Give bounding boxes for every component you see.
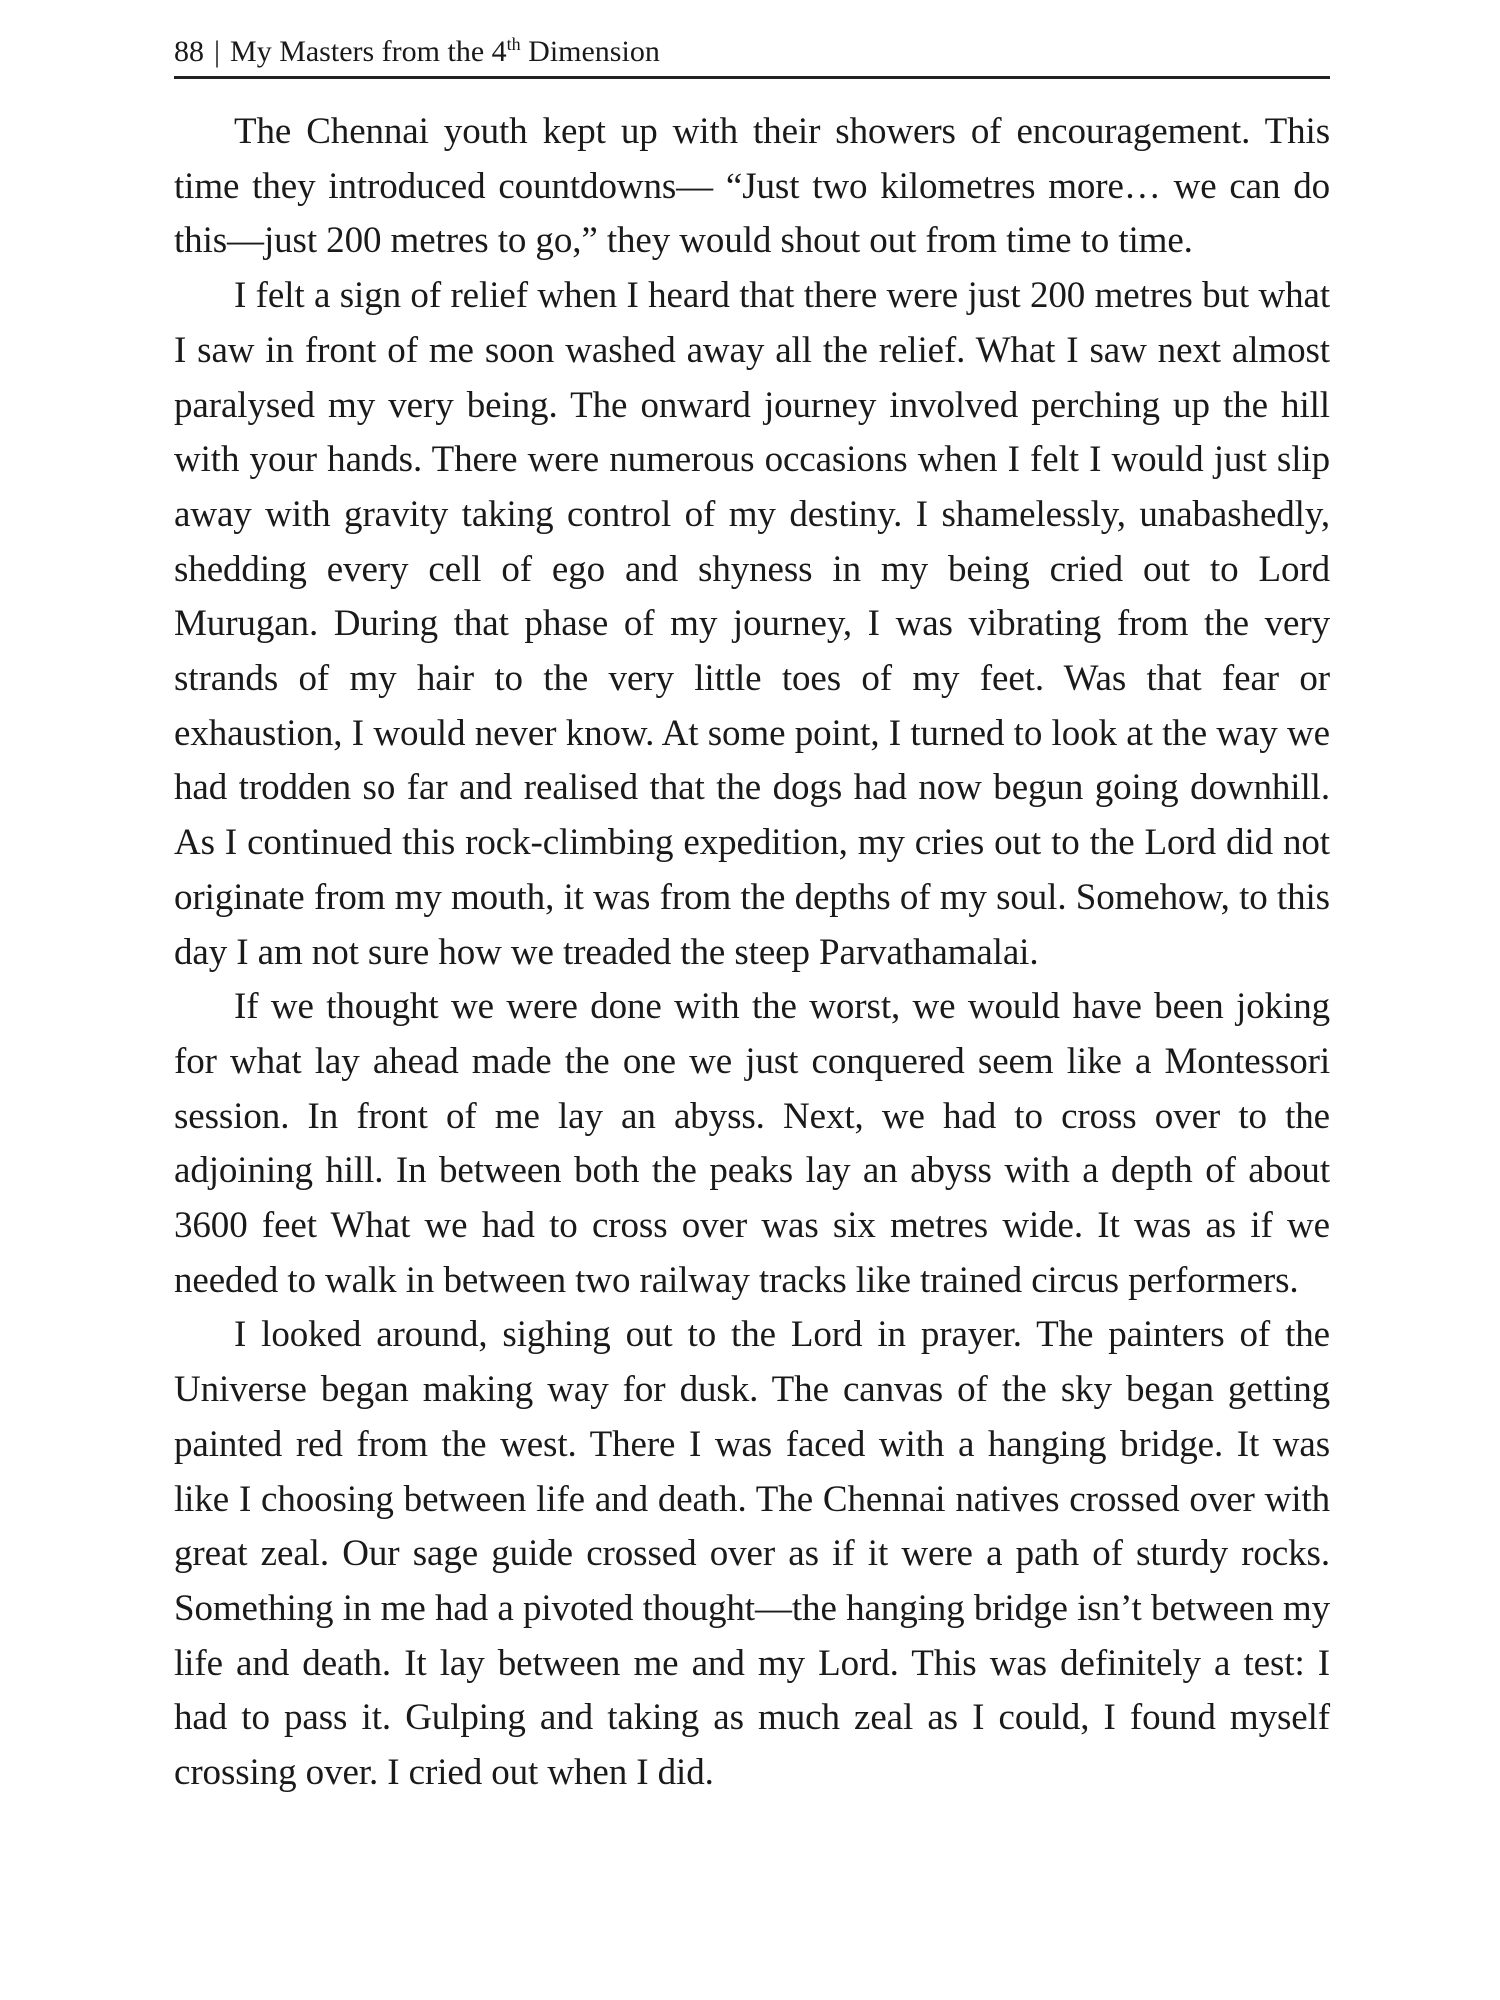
body-text: [174, 105, 1330, 1801]
book-title-prefix: My Masters from the 4: [230, 35, 507, 68]
paragraph-4: I looked around, sighing out to the Lord in prayer. The painters of the Universe began making way for dusk. The canvas of the sky began getting painted red from the west. There I was faced with a hanging bridge. It was like I choosing between life and death. The Chennai natives crossed over with great zeal. Our sage guide crossed over as if it were a path of sturdy rocks. Something in me had a pivoted thought—the hanging bridge isn’t between my life and death. It lay between me and my Lord. This was definitely a test: I had to pass it. Gulping and taking as much zeal as I could, I found myself crossing over. I cried out when I did.: [174, 1314, 1330, 1794]
paragraph-1: The Chennai youth kept up with their showers of encouragement. This time they introduced countdowns— “Just two kilometres more… we can do this—just 200 metres to go,” they would shout out from time to time.: [174, 111, 1330, 262]
paragraph-2: I felt a sign of relief when I heard that there were just 200 metres but what I saw in front of me soon washed away all the relief. What I saw next almost paralysed my very being. The onward journey involved perching up the hill with your hands. There were numerous occasions when I felt I would just slip away with gravity taking control of my destiny. I shamelessly, unabashedly, shedding every cell of ego and shyness in my being cried out to Lord Murugan. During that phase of my journey, I was vibrating from the very strands of my hair to the very little toes of my feet. Was that fear or exhaustion, I would never know. At some point, I turned to look at the way we had trodden so far and realised that the dogs had now begun going downhill. As I continued this rock-climbing expedition, my cries out to the Lord did not originate from my mouth, it was from the depths of my soul. Somehow, to this day I am not sure how we treaded the steep Parvathamalai.: [174, 275, 1330, 973]
paragraph-3: If we thought we were done with the worst, we would have been joking for what lay ahead made the one we just conquered seem like a Montessori session. In front of me lay an abyss. Next, we had to cross over to the adjoining hill. In between both the peaks lay an abyss with a depth of about 3600 feet What we had to cross over was six metres wide. It was as if we needed to walk in between two railway tracks like trained circus performers.: [174, 986, 1330, 1301]
book-title: [230, 35, 660, 68]
running-header: [174, 32, 1324, 72]
book-title-suffix: Dimension: [520, 35, 660, 68]
book-title-superscript: th: [506, 34, 521, 54]
header-separator: |: [214, 35, 221, 68]
header-rule: [174, 76, 1330, 79]
page-number: 88: [174, 35, 204, 68]
